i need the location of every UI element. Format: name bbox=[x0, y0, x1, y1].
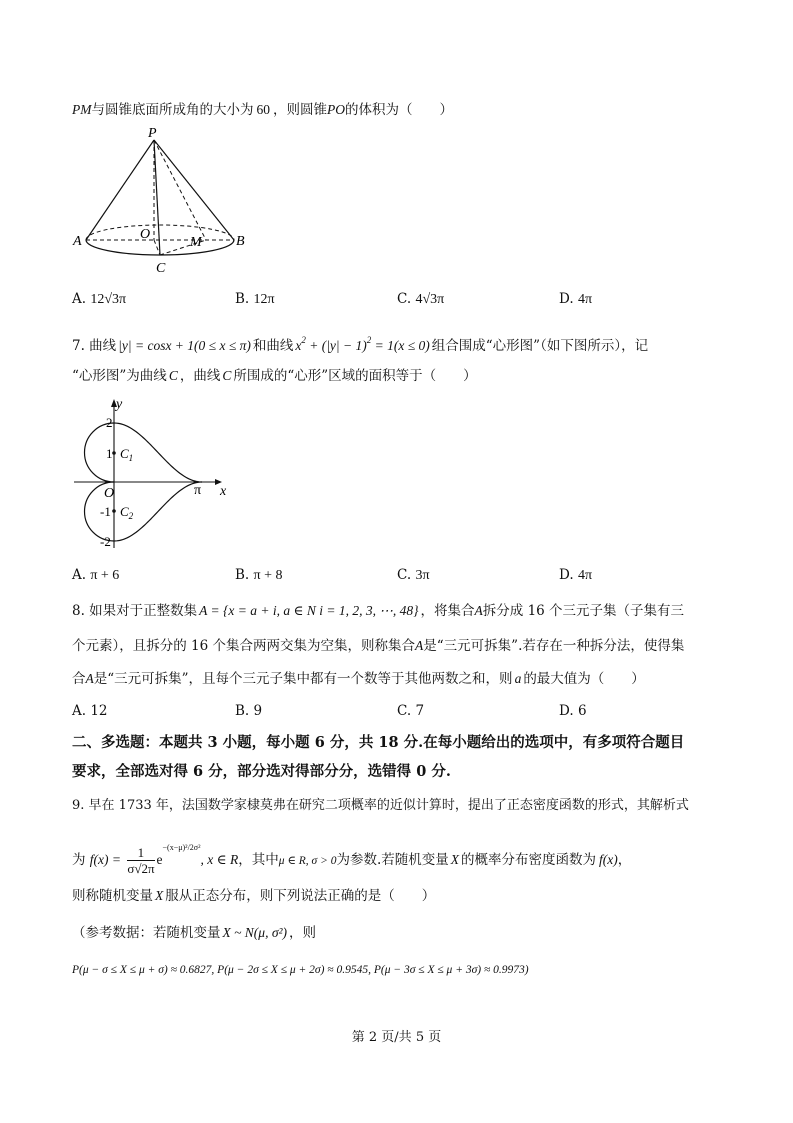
q8-line-2: 个元素），且拆分的 16 个集合两两交集为空集，则称集合A是“三元可拆集”.若存在一种拆分法，使得集 bbox=[72, 638, 685, 654]
tick-neg1: -1 bbox=[100, 504, 111, 519]
label-o: O bbox=[140, 227, 151, 242]
q6-option-a[interactable]: A. 12√3π bbox=[72, 291, 127, 307]
label-a: A bbox=[73, 234, 82, 249]
q6-pm: PM bbox=[72, 102, 92, 117]
q7-option-b[interactable]: B. π + 8 bbox=[235, 567, 283, 583]
q9-line-3: 则称随机变量 X 服从正态分布，则下列说法正确的是（ ） bbox=[72, 888, 436, 904]
q6-option-d[interactable]: D. 4π bbox=[559, 291, 593, 307]
label-origin: O bbox=[104, 486, 115, 501]
label-c2: $C_2$ bbox=[120, 504, 134, 521]
q9-line-1: 9. 早在 1733 年，法国数学家棣莫弗在研究二项概率的近似计算时，提出了正态密度函数的形式，其解析式 bbox=[72, 798, 689, 813]
q8-option-a[interactable]: A. 12 bbox=[72, 703, 108, 719]
label-y-axis: y bbox=[116, 397, 123, 412]
q8-option-c[interactable]: C. 7 bbox=[397, 703, 425, 719]
label-x-axis: x bbox=[220, 484, 227, 499]
page-footer: 第 2 页/共 5 页 bbox=[351, 1030, 442, 1045]
q9-line-2: 为 f(x) = $\frac{1}{\sigma√2\pi}$ $e^{-(x-\mu)^2/2\sigma^2}$, x ∈ R，其中μ ∈ R, σ > 0为参数.若随机变量 X 的概率分布密度函数为 f(x)， bbox=[72, 843, 632, 876]
q7-option-d[interactable]: D. 4π bbox=[559, 567, 593, 583]
q9-line-4: （参考数据：若随机变量 X ~ N(μ, σ²) ，则 bbox=[72, 925, 317, 941]
q6-option-c[interactable]: C. 4√3π bbox=[397, 291, 445, 307]
q9-reference-data: P(μ − σ ≤ X ≤ μ + σ) ≈ 0.6827, P(μ − 2σ ≤ X ≤ μ + 2σ) ≈ 0.9545, P(μ − 3σ ≤ X ≤ μ + 3σ) ≈ 0.9973) bbox=[72, 964, 529, 976]
tick-2: 2 bbox=[106, 415, 113, 430]
q7-line-2: “心形图”为曲线 C ，曲线 C 所围成的“心形”区域的面积等于（ ） bbox=[72, 368, 477, 384]
label-p: P bbox=[148, 126, 157, 141]
cone-figure bbox=[70, 126, 250, 276]
q7-line-1: 7. 曲线 |y| = cosx + 1(0 ≤ x ≤ π) 和曲线 $x^2 + (|y| - 1)^2 = 1(x \le 0)$ 组合围成“心形图”（如下图所示），记 bbox=[72, 335, 649, 354]
section-2-heading-cont: 要求，全部选对得 6 分，部分选对得部分分，选错得 0 分. bbox=[72, 763, 451, 780]
section-2-heading: 二、多选题：本题共 3 小题，每小题 6 分，共 18 分.在每小题给出的选项中，有多项符合题目 bbox=[72, 734, 685, 751]
q7-option-c[interactable]: C. 3π bbox=[397, 567, 430, 583]
q8-option-b[interactable]: B. 9 bbox=[235, 703, 263, 719]
normal-density-fraction: $\frac{1}{\sigma√2\pi}$ bbox=[127, 844, 155, 876]
q8-option-d[interactable]: D. 6 bbox=[559, 703, 587, 719]
q8-line-3: 合A是“三元可拆集”，且每个三元子集中都有一个数等于其他两数之和，则 a 的最大值为（ ） bbox=[72, 671, 645, 687]
q6-stem: PM与圆锥底面所成角的大小为 60 ，则圆锥PO的体积为（ ） bbox=[72, 102, 453, 118]
label-m: M bbox=[190, 235, 202, 250]
tick-neg2: -2 bbox=[100, 534, 111, 549]
heart-figure bbox=[70, 396, 240, 554]
tick-1: 1 bbox=[106, 446, 113, 461]
label-c: C bbox=[156, 261, 166, 276]
q7-option-a[interactable]: A. π + 6 bbox=[72, 567, 120, 583]
q8-line-1: 8. 如果对于正整数集 A = {x = a + i, a ∈ N i = 1, 2, 3, ⋯, 48} ，将集合A拆分成 16 个三元子集（子集有三 bbox=[72, 603, 685, 619]
label-b: B bbox=[236, 234, 245, 249]
label-c1: $C_1$ bbox=[120, 446, 134, 463]
q6-option-b[interactable]: B. 12π bbox=[235, 291, 275, 307]
tick-pi: π bbox=[194, 483, 202, 498]
